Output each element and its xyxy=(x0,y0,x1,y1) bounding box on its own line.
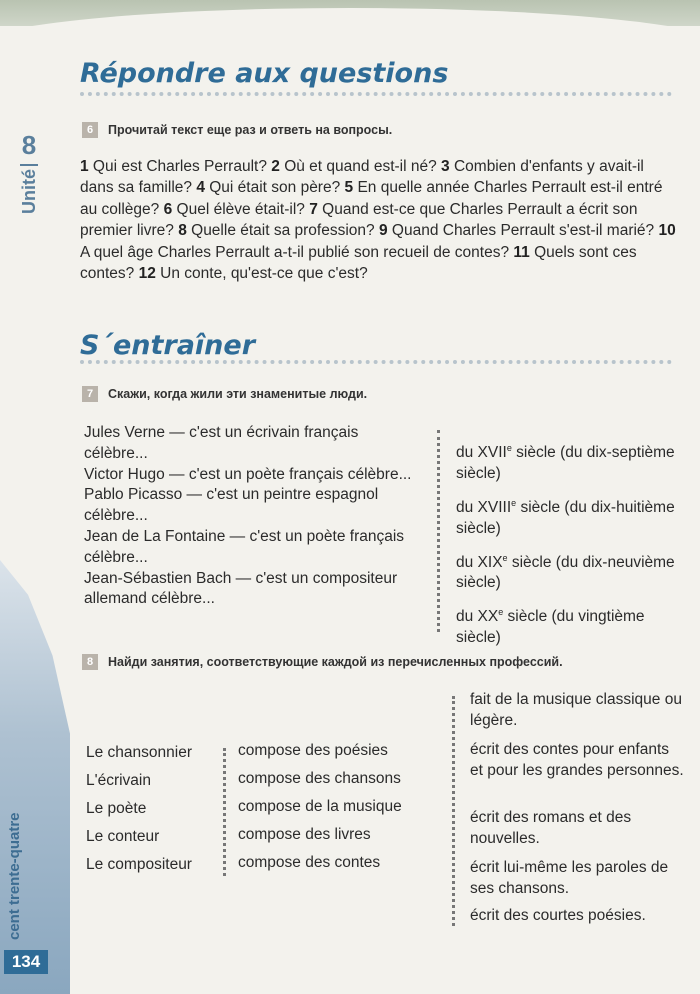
activity-item: compose des chansons xyxy=(238,770,401,787)
profession-item: Le poète xyxy=(86,800,147,817)
question-text: En quelle année Charles Perrault est-il entré au collège? xyxy=(80,179,663,218)
profession-item: Le conteur xyxy=(86,828,160,845)
question xyxy=(379,222,659,239)
question-text: Quels sont ces contes? xyxy=(80,243,637,283)
question-text: Qui est Charles Perrault? xyxy=(88,158,272,175)
century-sup: e xyxy=(502,552,508,563)
task-number: 6 xyxy=(82,122,98,138)
century-sup: e xyxy=(506,443,512,453)
question-text: A quel âge Charles Perrault a-t-il publié son recueil de contes? xyxy=(80,243,514,261)
task-instruction: Найди занятия, соответствующие каждой из перечисленных профессий. xyxy=(108,655,563,669)
task-number: 8 xyxy=(82,654,98,670)
question-text: Un conte, qu'est-ce que c'est? xyxy=(155,265,368,283)
person-item: Victor Hugo — c'est un poète français célèbre... xyxy=(84,465,412,483)
century-text: siècle (du dix-septième siècle) xyxy=(456,444,675,482)
activity-item: compose de la musique xyxy=(238,798,402,815)
profession-item: Le compositeur xyxy=(86,856,192,873)
activity2-item: écrit des courtes poésies. xyxy=(470,907,646,924)
question-text: Quelle était sa profession? xyxy=(186,222,379,240)
question-number: 3 xyxy=(441,158,450,175)
question-number: 5 xyxy=(344,179,354,197)
question-text: Combien d'enfants y avait-il dans sa famille? xyxy=(80,158,644,197)
unit-marker xyxy=(14,130,44,214)
question-number: 4 xyxy=(196,179,205,197)
unit-number: 8 xyxy=(21,130,37,160)
dotted-divider xyxy=(80,360,672,364)
activity-item: compose des poésies xyxy=(238,742,388,759)
century-item xyxy=(456,548,676,595)
century-text: siècle (du vingtième siècle) xyxy=(456,608,645,647)
task-8 xyxy=(82,654,563,670)
profession-item: Le chansonnier xyxy=(86,744,192,761)
column-divider xyxy=(437,430,440,632)
question-text: Quand est-ce que Charles Perrault a écrit son premier livre? xyxy=(80,200,638,240)
column-divider xyxy=(223,748,226,876)
section-title-practice: S´entraîner xyxy=(80,330,256,361)
century-sup: e xyxy=(498,607,504,618)
task-instruction: Прочитай текст еще раз и ответь на вопросы. xyxy=(108,123,393,137)
question-text: Quel élève était-il? xyxy=(172,200,310,218)
century-roman: du XVII xyxy=(456,444,507,462)
question-number: 2 xyxy=(271,158,280,175)
question xyxy=(196,179,344,196)
unit-divider xyxy=(20,164,38,166)
question-number: 11 xyxy=(513,243,530,261)
person-item: Jules Verne — c'est un écrivain français célèbre... xyxy=(84,424,359,462)
question xyxy=(80,158,271,175)
century-roman: du XIX xyxy=(456,553,503,571)
task-instruction: Скажи, когда жили эти знаменитые люди. xyxy=(108,387,368,401)
century-text: siècle (du dix-neuvième siècle) xyxy=(456,553,675,592)
profession-item: L'écrivain xyxy=(86,772,151,789)
task-6 xyxy=(82,122,392,138)
unit-word: Unité xyxy=(18,169,39,214)
question xyxy=(164,201,310,218)
questions-paragraph xyxy=(80,156,680,284)
century-item xyxy=(456,493,676,540)
person-item: Jean de La Fontaine — c'est un poète français célèbre... xyxy=(84,527,405,566)
question xyxy=(139,265,368,282)
centuries-list xyxy=(456,438,676,657)
page-number: 134 xyxy=(4,950,48,974)
question xyxy=(178,222,379,239)
century-roman: du XVIII xyxy=(456,498,512,516)
question-text: Où et quand est-il né? xyxy=(279,158,442,175)
question xyxy=(271,158,441,175)
person-item: Pablo Picasso — c'est un peintre espagnol célèbre... xyxy=(84,486,379,525)
question-number: 12 xyxy=(138,265,156,283)
task-7 xyxy=(82,386,367,402)
question-number: 6 xyxy=(163,200,173,218)
section-title-questions: Répondre aux questions xyxy=(80,58,449,89)
activity-item: compose des contes xyxy=(238,854,381,871)
activity2-item: écrit des romans et des nouvelles. xyxy=(470,809,632,847)
column-divider xyxy=(452,696,455,926)
activity2-item: fait de la musique classique ou légère. xyxy=(470,691,682,729)
people-list xyxy=(84,423,414,610)
question-number: 1 xyxy=(80,158,89,175)
question-number: 8 xyxy=(178,222,187,240)
person-item: Jean-Sébastien Bach — c'est un compositeur allemand célèbre... xyxy=(84,569,398,608)
question-number: 10 xyxy=(658,222,676,240)
century-item xyxy=(456,438,676,485)
question-number: 9 xyxy=(378,222,388,240)
task-number: 7 xyxy=(82,386,98,402)
activity-item: compose des livres xyxy=(238,826,371,843)
century-item xyxy=(456,602,676,649)
activity2-item: écrit lui-même les paroles de ses chansons. xyxy=(470,859,669,897)
activity2-item: écrit des contes pour enfants et pour les grandes personnes. xyxy=(470,741,684,779)
question-number: 7 xyxy=(309,200,318,218)
question-text: Qui était son père? xyxy=(204,179,345,197)
dotted-divider xyxy=(80,92,672,96)
century-roman: du XX xyxy=(456,608,499,626)
century-text: siècle (du dix-huitième siècle) xyxy=(456,498,675,537)
page-word: cent trente-quatre xyxy=(6,812,23,940)
question-text: Quand Charles Perrault s'est-il marié? xyxy=(387,222,659,240)
century-sup: e xyxy=(511,497,517,508)
